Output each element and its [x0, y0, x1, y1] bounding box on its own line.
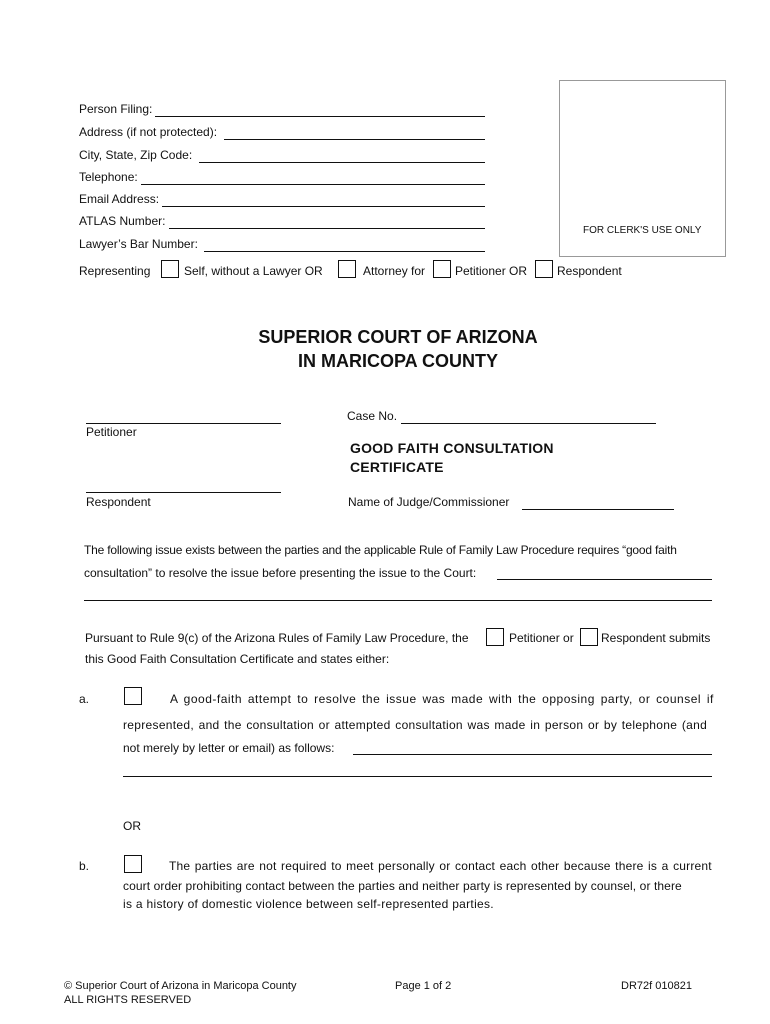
bar-number-label: Lawyer’s Bar Number: — [79, 237, 198, 251]
footer-copyright: © Superior Court of Arizona in Maricopa County — [64, 980, 297, 992]
email-label: Email Address: — [79, 192, 160, 206]
self-label: Self, without a Lawyer OR — [184, 264, 323, 278]
address-field[interactable] — [224, 125, 485, 140]
option-a-marker: a. — [79, 692, 90, 706]
petitioner-caption: Petitioner — [86, 425, 137, 439]
attorney-checkbox[interactable] — [338, 260, 356, 278]
option-b-line3: is a history of domestic violence between self-represented parties. — [123, 897, 494, 911]
submit-respondent-checkbox[interactable] — [580, 628, 598, 646]
court-title-line2: IN MARICOPA COUNTY — [298, 351, 498, 371]
option-b-line2: court order prohibiting contact between the parties and neither party is represented by counsel, or there — [123, 879, 682, 893]
footer-rights: ALL RIGHTS RESERVED — [64, 994, 192, 1006]
representing-label: Representing — [79, 264, 151, 278]
issue-text-line2: consultation” to resolve the issue before presenting the issue to the Court: — [84, 566, 477, 580]
footer-page-number: Page 1 of 2 — [395, 980, 452, 992]
option-b-line1: The parties are not required to meet personally or contact each other because there is a current — [169, 859, 712, 873]
or-label: OR — [123, 819, 141, 833]
case-no-field[interactable] — [401, 409, 656, 424]
atlas-number-field[interactable] — [169, 214, 485, 229]
option-a-line3: not merely by letter or email) as follows: — [123, 741, 335, 755]
respondent-name-field[interactable] — [86, 478, 281, 493]
telephone-field[interactable] — [141, 170, 485, 185]
petitioner-name-field[interactable] — [86, 409, 281, 424]
submit-respondent-label: Respondent submits — [601, 631, 711, 645]
pursuant-text-line2: this Good Faith Consultation Certificate and states either: — [85, 652, 390, 666]
footer-form-id: DR72f 010821 — [621, 980, 692, 992]
case-no-label: Case No. — [347, 409, 398, 423]
email-field[interactable] — [162, 192, 485, 207]
submit-petitioner-checkbox[interactable] — [486, 628, 504, 646]
issue-field-line2[interactable] — [84, 586, 712, 601]
person-filing-field[interactable] — [155, 102, 485, 117]
city-state-zip-label: City, State, Zip Code: — [79, 148, 193, 162]
atlas-number-label: ATLAS Number: — [79, 214, 166, 228]
option-a-checkbox[interactable] — [124, 687, 142, 705]
option-a-field-line1[interactable] — [353, 740, 712, 755]
rep-petitioner-label: Petitioner OR — [455, 264, 528, 278]
person-filing-label: Person Filing: — [79, 102, 153, 116]
judge-field[interactable] — [522, 495, 674, 510]
issue-text-line1: The following issue exists between the parties and the applicable Rule of Family Law Procedure requires “good faith — [84, 543, 677, 557]
rep-respondent-label: Respondent — [557, 264, 622, 278]
respondent-caption: Respondent — [86, 495, 151, 509]
judge-label: Name of Judge/Commissioner — [348, 495, 510, 509]
document-title-line1: GOOD FAITH CONSULTATION — [350, 440, 554, 456]
submit-petitioner-label: Petitioner or — [509, 631, 574, 645]
rep-respondent-checkbox[interactable] — [535, 260, 553, 278]
bar-number-field[interactable] — [204, 237, 485, 252]
city-state-zip-field[interactable] — [199, 148, 485, 163]
court-title-line1: SUPERIOR COURT OF ARIZONA — [258, 327, 538, 347]
rep-petitioner-checkbox[interactable] — [433, 260, 451, 278]
option-a-line2: represented, and the consultation or attempted consultation was made in person or by telephone (and — [123, 718, 708, 732]
telephone-label: Telephone: — [79, 170, 138, 184]
option-a-line1: A good-faith attempt to resolve the issue was made with the opposing party, or counsel if — [170, 692, 714, 706]
clerk-use-label: FOR CLERK'S USE ONLY — [583, 225, 702, 236]
option-a-field-line2[interactable] — [123, 762, 712, 777]
pursuant-text: Pursuant to Rule 9(c) of the Arizona Rules of Family Law Procedure, the — [85, 631, 469, 645]
self-checkbox[interactable] — [161, 260, 179, 278]
address-label: Address (if not protected): — [79, 125, 218, 139]
attorney-label: Attorney for — [363, 264, 426, 278]
option-b-checkbox[interactable] — [124, 855, 142, 873]
issue-field-line1[interactable] — [497, 565, 712, 580]
document-title-line2: CERTIFICATE — [350, 459, 444, 475]
option-b-marker: b. — [79, 859, 90, 873]
